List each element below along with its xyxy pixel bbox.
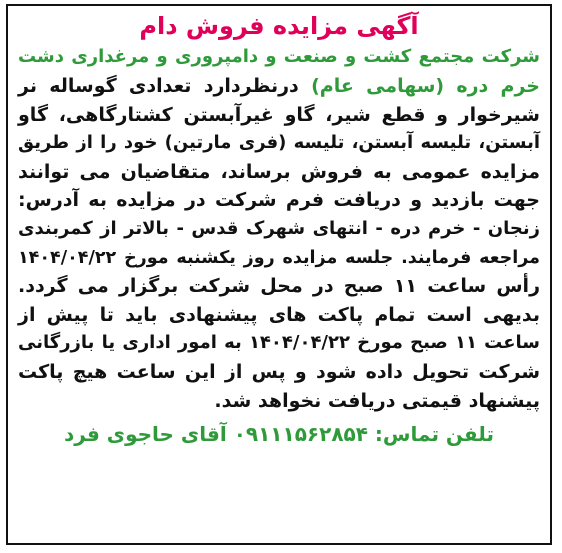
body-line-8: رأس ساعت ۱۱ صبح در محل شرکت برگزار می گردد. xyxy=(18,275,541,298)
body-line-5: جهت بازدید و دریافت فرم شرکت در مزایده به آدرس: xyxy=(18,189,540,212)
contact-phone: تلفن تماس: ۰۹۱۱۱۵۶۲۸۵۴ آقای حاجوی فرد xyxy=(64,422,494,447)
body-text-1: درنظردارد تعدادی گوساله نر xyxy=(18,75,299,97)
company-name-continued: خرم دره (سهامی عام) xyxy=(311,75,540,97)
ad-content xyxy=(8,6,550,451)
body-line-6: زنجان - خرم دره - انتهای شهرک قدس - بالاتر از کمربندی xyxy=(18,217,540,239)
ad-title: آگهی مزایده فروش دام xyxy=(139,12,419,40)
body-line-12: پیشنهاد قیمتی دریافت نخواهد شد. xyxy=(214,389,540,412)
ad-frame xyxy=(6,4,552,545)
company-name-line: شرکت مجتمع کشت و صنعت و دامپروری و مرغداری دشت xyxy=(18,46,540,67)
body-line-2: شیرخوار و قطع شیر، گاو غیرآبستن کشتارگاهی، گاو xyxy=(18,103,540,126)
body-line-1 xyxy=(18,72,540,101)
body-line-11: شرکت تحویل داده شود و پس از این ساعت هیچ پاکت xyxy=(18,360,540,383)
body-line-7: مراجعه فرمایند. جلسه مزایده روز یکشنبه مورخ ۱۴۰۴/۰۴/۲۲ xyxy=(18,247,540,268)
body-line-9: بدیهی است تمام پاکت های پیشنهادی باید تا پیش از xyxy=(18,303,540,326)
body-line-10: ساعت ۱۱ صبح مورخ ۱۴۰۴/۰۴/۲۲ به امور اداری یا بازرگانی xyxy=(18,332,540,354)
body-line-3: آبستن، تلیسه آبستن، تلیسه (فری مارتین) خود را از طریق xyxy=(18,132,540,154)
body-line-4: مزایده عمومی به فروش برساند، متقاضیان می توانند xyxy=(18,160,540,183)
